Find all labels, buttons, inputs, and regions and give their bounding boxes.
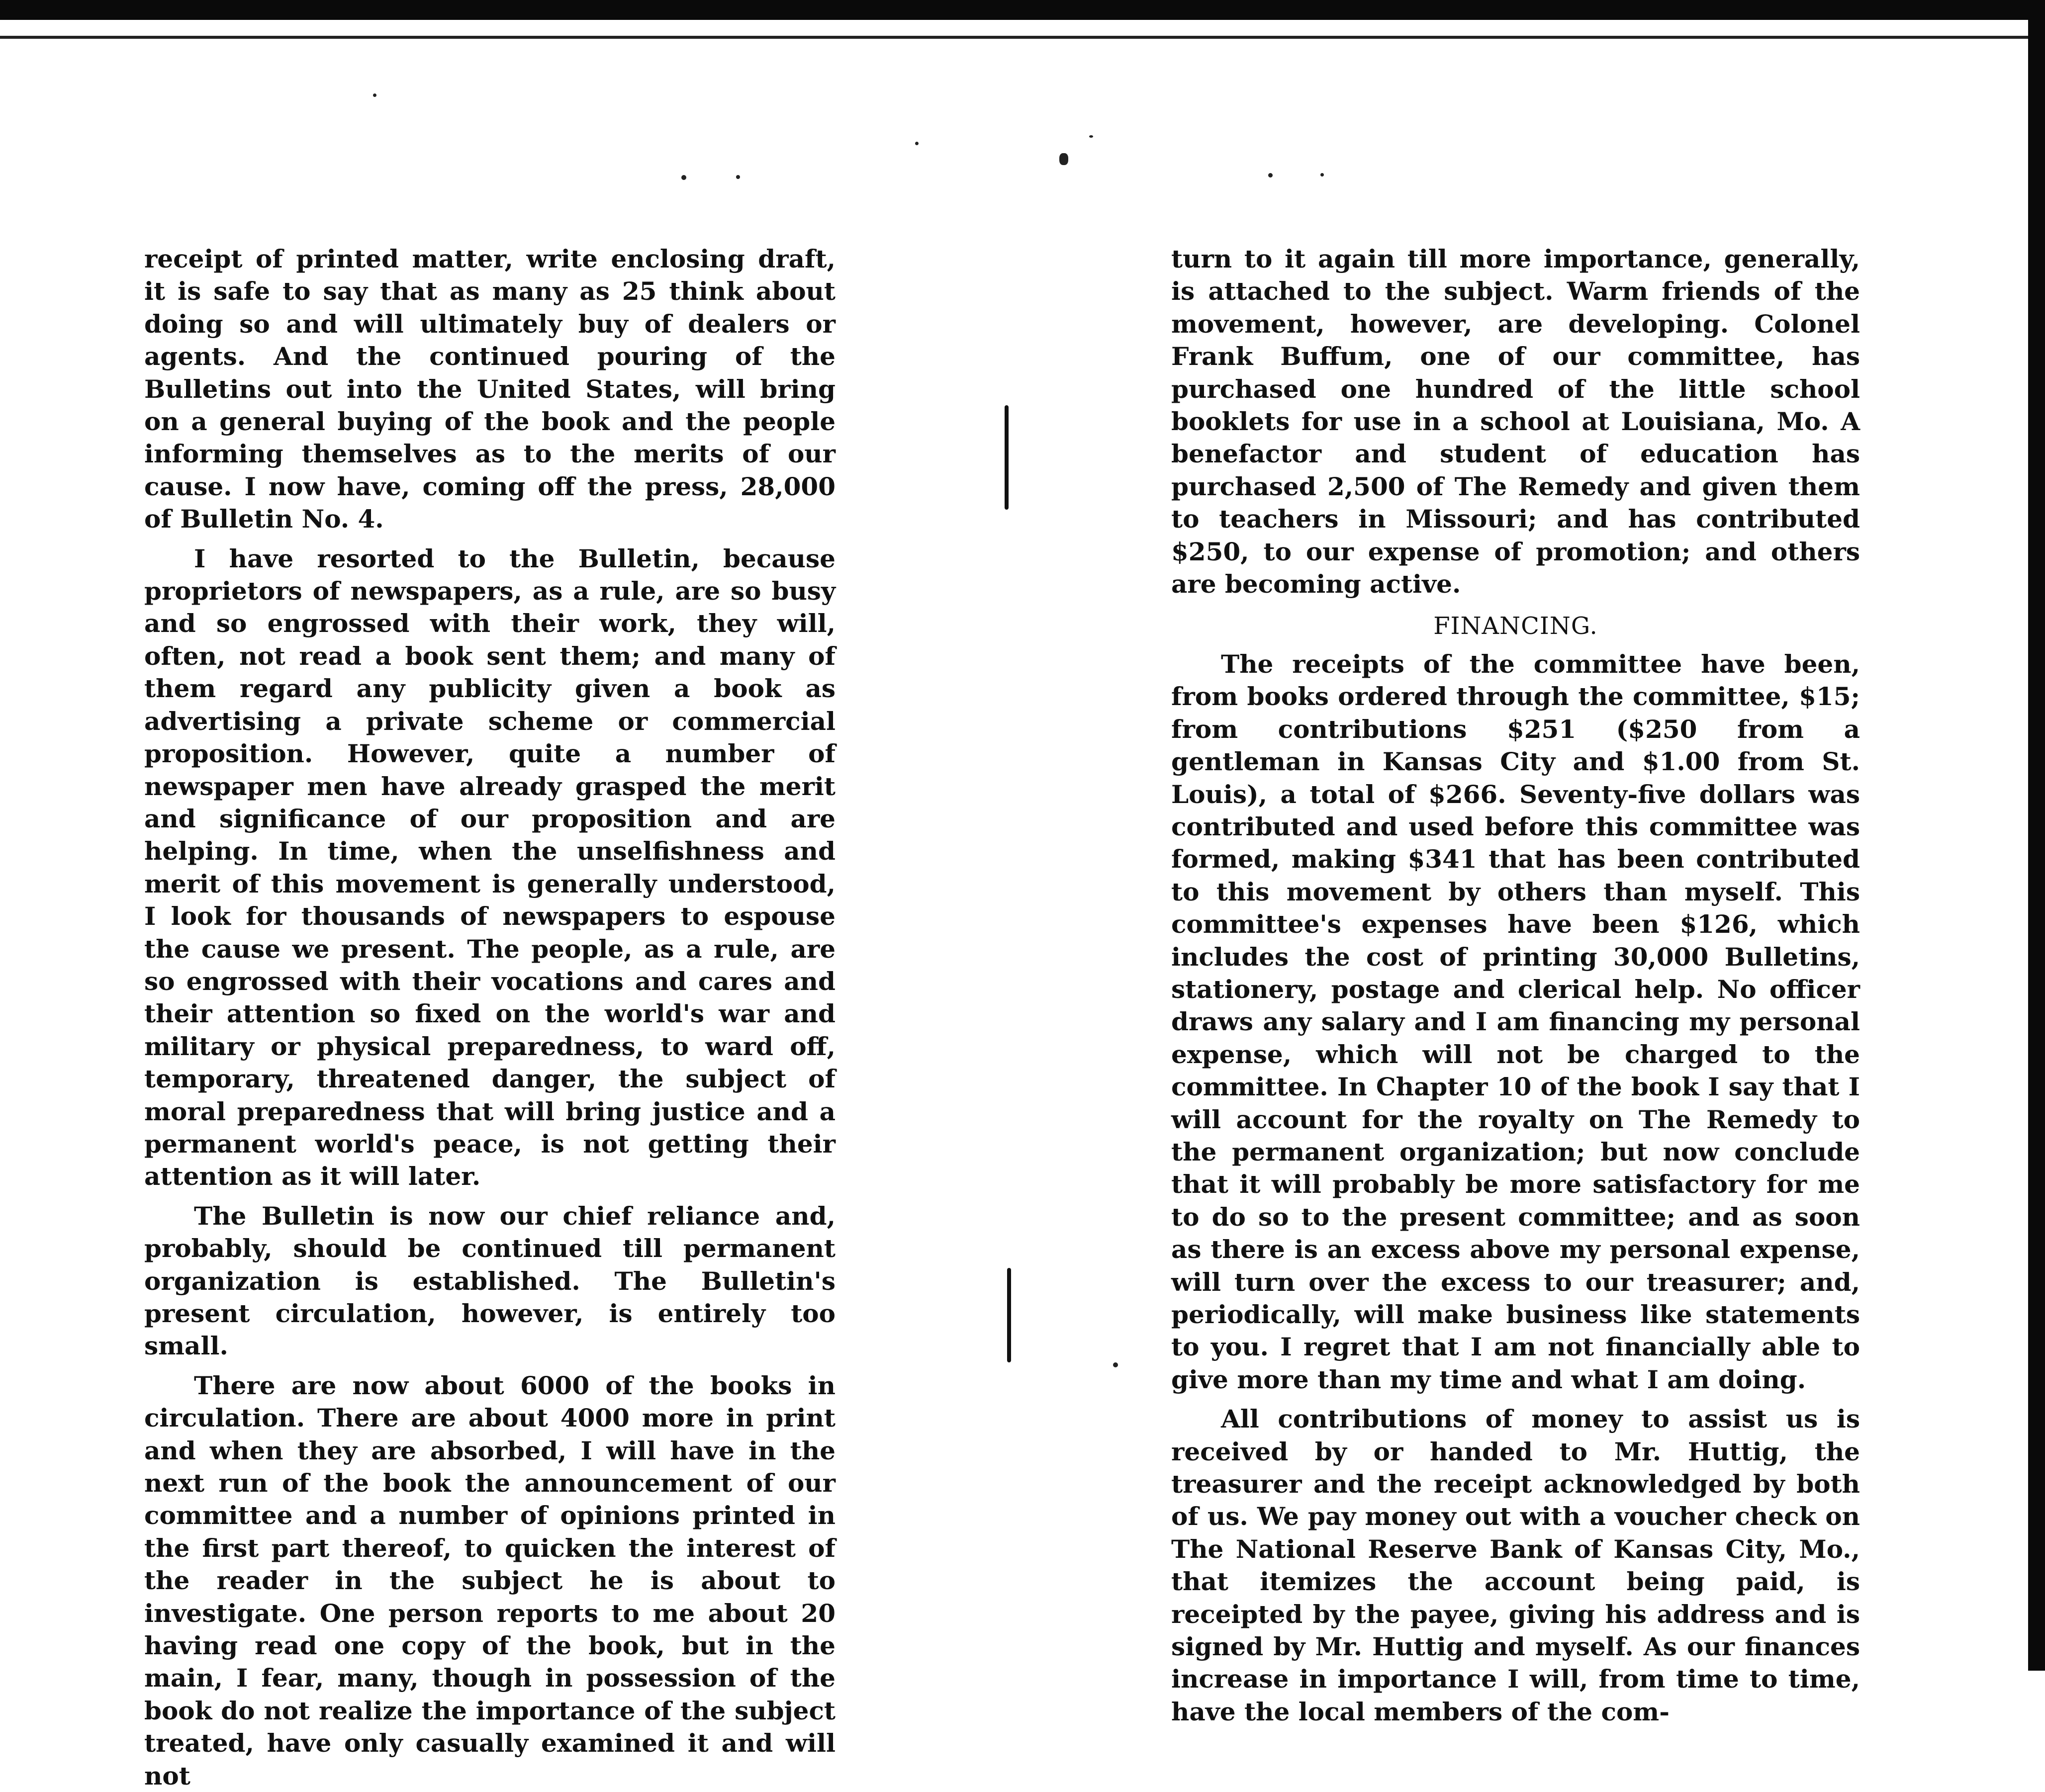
page-top-edge bbox=[0, 36, 2045, 39]
right-paragraph-financing: The receipts of the committee have been, from books ordered through the committee, $15; from contributions $251 ($250 from a gentleman in Kansas City and $1.00 from St. Louis), a total of $266. Seventy-five dollars was contributed and used before this committee was formed, making $341 that has been contributed to this movement by others than myself. This committee's expenses have been $126, which includes the cost of printing 30,000 Bulletins, stationery, postage and clerical help. No officer draws any salary and I am financing my personal expense, which will not be charged to the committee. In Chapter 10 of the book I say that I will account for the royalty on The Remedy to the permanent organization; but now conclude that it will probably be more satisfactory for me to do so to the present committee; and as soon as there is an excess above my personal expense, will turn over the excess to our treasurer; and, periodically, will make business like statements to you. I regret that I am not financially able to give more than my time and what I am doing. bbox=[1171, 649, 1860, 1394]
scan-speck bbox=[681, 175, 686, 180]
left-paragraph-4: There are now about 6000 of the books in circulation. There are about 4000 more in print and when they are absorbed, I will have in the next run of the book the announcement of our committee and a number of opinions printed in the first part thereof, to quicken the interest of the reader in the subject he is about to investigate. One person reports to me about 20 having read one copy of the book, but in the main, I fear, many, though in possession of the book do not realize the importance of the subject treated, have only casually examined it and will not bbox=[144, 1370, 836, 1791]
right-paragraph-contributions: All contributions of money to assist us is received by or handed to Mr. Huttig, the treasurer and the receipt acknowledged by both of us. We pay money out with a voucher check on The National Reserve Bank of Kansas City, Mo., that itemizes the account being paid, is receipted by the payee, giving his address and is signed by Mr. Huttig and myself. As our finances increase in importance I will, from time to time, have the local members of the com- bbox=[1171, 1404, 1860, 1726]
left-paragraph-2: I have resorted to the Bulletin, because proprietors of newspapers, as a rule, are so busy and so engrossed with their work, they will, often, not read a book sent them; and many of them regard any publicity given a book as advertising a private scheme or commercial proposition. However, quite a number of newspaper men have already grasped the merit and significance of our proposition and are helping. In time, when the unselfishness and merit of this movement is generally understood, I look for thousands of newspapers to espouse the cause we present. The people, as a rule, are so engrossed with their vocations and cares and their attention so fixed on the world's war and military or physical preparedness, to ward off, temporary, threatened danger, the subject of moral preparedness that will bring justice and a permanent world's peace, is not getting their attention as it will later. bbox=[144, 543, 836, 1191]
binding-mark bbox=[1007, 1268, 1011, 1362]
scan-speck bbox=[373, 93, 376, 97]
scan-speck bbox=[1113, 1362, 1118, 1367]
scan-speck bbox=[736, 175, 740, 179]
scan-right-border bbox=[2028, 20, 2045, 1671]
left-column bbox=[144, 243, 836, 1792]
left-paragraph-3: The Bulletin is now our chief reliance and, probably, should be continued till permanent organization is established. The Bulletin's present circulation, however, is entirely too small. bbox=[144, 1201, 836, 1361]
scan-speck bbox=[1089, 135, 1093, 138]
right-column bbox=[1171, 243, 1860, 1728]
right-paragraph-intro: turn to it again till more importance, generally, is attached to the subject. Warm friends of the movement, however, are developing. Colonel Frank Buffum, one of our committee, has purchased one hundred of the little school booklets for use in a school at Louisiana, Mo. A benefactor and student of education has purchased 2,500 of The Remedy and given them to teachers in Missouri; and has contributed $250, to our expense of promotion; and others are becoming active. bbox=[1171, 244, 1860, 599]
scan-top-border bbox=[0, 0, 2045, 20]
financing-heading: FINANCING. bbox=[1433, 612, 1598, 640]
scan-speck bbox=[1268, 173, 1273, 178]
scan-speck bbox=[1059, 153, 1068, 165]
left-paragraph-1: receipt of printed matter, write enclosing draft, it is safe to say that as many as 25 think about doing so and will ultimately buy of dealers or agents. And the continued pouring of the Bulletins out into the United States, will bring on a general buying of the book and the people informing themselves as to the merits of our cause. I now have, coming off the press, 28,000 of Bulletin No. 4. bbox=[144, 244, 836, 534]
binding-mark bbox=[1005, 405, 1009, 510]
scan-speck bbox=[1320, 173, 1324, 177]
scan-speck bbox=[915, 142, 919, 145]
